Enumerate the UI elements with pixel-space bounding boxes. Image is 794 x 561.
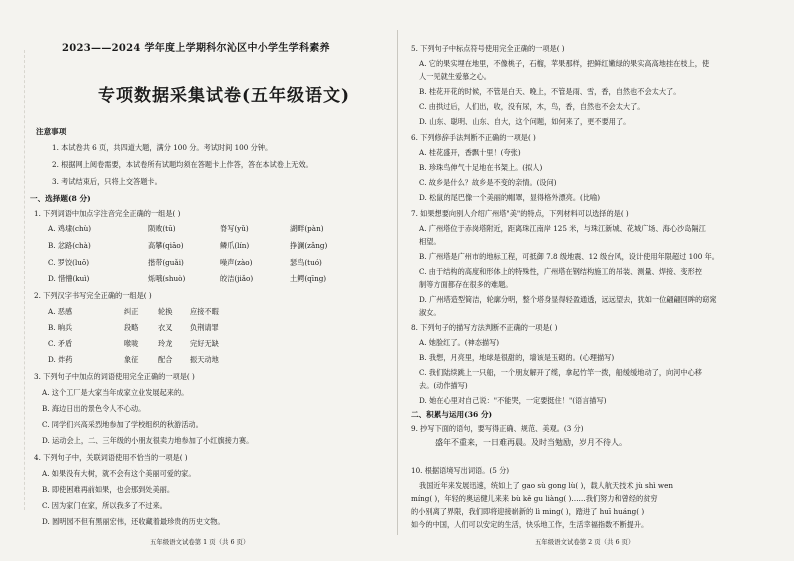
q7-stem: 7. 如果想要向别人介绍广州塔"美"的特点，下列材料可以选择的是( ) [411, 209, 629, 218]
q8-option: B. 我想，月亮里，地球是很甜的，墙该是玉砌的。(心理描写) [419, 353, 615, 362]
q2-cell: C. 矛盾 [48, 339, 73, 348]
q8-stem: 8. 下列句子的描写方法判断不正确的一项是( ) [411, 323, 558, 332]
notes-title: 注意事项 [36, 127, 67, 136]
q2-cell: 喉咙 [124, 339, 139, 348]
q5-option: 人一见就生爱慕之心。 [419, 72, 491, 81]
q5-stem: 5. 下列句子中标点符号使用完全正确的一项是( ) [411, 44, 565, 53]
q8-option: 去。(动作描写) [419, 381, 468, 390]
q2-stem: 2. 下列汉字书写完全正确的一组是( ) [34, 291, 152, 300]
q1-cell: C. 罗饺(luō) [48, 258, 90, 267]
q6-option: A. 桂花盛开，香飘十里！(夸张) [419, 148, 521, 157]
q2-cell: 衣叉 [158, 323, 173, 332]
q4-option: B. 即使困难再前如果，也会那到处美丽。 [42, 485, 175, 494]
q4-option: C. 因为家门在家，所以我多了不过来。 [42, 501, 167, 510]
q4-option: D. 圆明园不但有黑丽宏伟，还收藏着最珍贵的历史文物。 [42, 517, 225, 526]
q10-line: 我国近年来发展迅速，统如上了 gao sù gong lù( )，载人航天技术 jù shì wen [419, 481, 673, 490]
q1-cell: 高攀(qiāo) [148, 241, 184, 250]
q6-option: C. 故乡是什么？故乡是不变的亲情。(设问) [419, 178, 557, 187]
q2-cell: 振天动地 [190, 355, 219, 364]
note-item: 1. 本试卷共 6 页，共四道大题，满分 100 分。考试时间 100 分钟。 [52, 143, 273, 152]
q2-cell: B. 晌兵 [48, 323, 73, 332]
q1-cell: 烁哦(shuò) [148, 274, 186, 283]
q3-stem: 3. 下列句子中加点的词语使用完全正确的一项是( ) [34, 372, 195, 381]
q2-cell: 象征 [124, 355, 139, 364]
q3-option: D. 运动会上，二、三年级的小朋友很卖力地参加了小红旗接力赛。 [42, 436, 254, 445]
q2-cell: 轮换 [158, 307, 173, 316]
q5-option: B. 桂花开花的时候，不管是白天、晚上，不管是雨、雪，香，自然也不会太大了。 [419, 87, 681, 96]
q7-option: 相望。 [419, 237, 441, 246]
exam-title: 专项数据采集试卷(五年级语文) [98, 86, 351, 106]
q7-option: 制等方面都存在很多的难题。 [419, 280, 513, 289]
note-item: 3. 考试结束后，只将上交答题卡。 [52, 177, 162, 186]
binding-margin [6, 50, 25, 510]
q6-stem: 6. 下列修辞手法判断不正确的一项是( ) [411, 133, 536, 142]
q10-stem: 10. 根据语境写出词语。(5 分) [411, 466, 510, 475]
q5-option: A. 它的果实埋在地里，不像桃子，石榴，苹果那样，把鲜红嫩绿的果实高高地挂在枝上，使 [419, 59, 710, 68]
q8-option: C. 我们陆续跳上一只船，一个朋友解开了缆，拿起竹竿一拨，船缓缓地动了，向河中心移 [419, 368, 702, 377]
exam-header-line1: 2023——2024 学年度上学期科尔沁区中小学生学科素养 [62, 43, 330, 54]
q2-cell: 配合 [158, 355, 173, 364]
q1-cell: 揩带(guǎi) [148, 258, 184, 267]
q1-cell: B. 忿路(chà) [48, 241, 91, 250]
q5-option: D. 山东、聪明、山东、自大，这个问题，如何来了，更不要用了。 [419, 117, 631, 126]
q10-line: 如今的中国，人们可以安定的生活，快乐地工作，生活幸福指数不断提升。 [411, 520, 649, 529]
q2-cell: 纠正 [124, 307, 139, 316]
q1-cell: A. 鸡埭(chù) [48, 224, 92, 233]
q6-option: B. 珍珠鸟伸气十足地在书架上。(拟人) [419, 163, 543, 172]
q1-cell: 脊写(yǔ) [220, 224, 249, 233]
q1-cell: 瑟鸟(tuó) [290, 258, 322, 267]
q9-text: 盛年不重来，一日难再晨。及时当勉励，岁月不待人。 [435, 438, 627, 447]
q1-cell: 土鳄(qīng) [290, 274, 327, 283]
q2-cell: 段略 [124, 323, 139, 332]
q1-cell: 噪声(zào) [220, 258, 253, 267]
q1-cell: 鳞爪(lín) [220, 241, 250, 250]
q1-cell: 挣澜(zǎng) [290, 241, 328, 250]
q9-stem: 9. 抄写下面的语句，要写得正确、规范、美观。(3 分) [411, 424, 584, 433]
page-footer: 五年级语文试卷第 1 页（共 6 页） [150, 538, 250, 546]
q8-option: D. 她在心里对自己说："不能哭，一定要挺住！"(语言描写) [419, 396, 607, 405]
page-footer: 五年级语文试卷第 2 页（共 6 页） [535, 538, 635, 546]
q3-option: B. 海边日出的景色令人不心动。 [42, 404, 146, 413]
q6-option: D. 松鼠的尾巴像一个美丽的帽罩，显得格外漂亮。(比喻) [419, 193, 600, 202]
q8-option: A. 她脸红了。(神态描写) [419, 338, 500, 347]
note-item: 2. 根据网上阅卷需要，本试卷所有试题均须在答题卡上作答，答在本试卷上无效。 [52, 160, 313, 169]
q4-option: A. 如果没有大树，就不会有这个美丽可爱的家。 [42, 469, 196, 478]
q7-option: B. 广州塔是广州市的地标工程，可抵御 7.8 级地震、12 级台风，设计使用年限超过 100 年。 [419, 252, 719, 261]
q3-option: C. 同学们兴高采烈地参加了学校组织的秋游活动。 [42, 420, 203, 429]
q5-option: C. 由拱过后，人们出，收，没有尿，木，鸟，香，自然也不会太大了。 [419, 102, 645, 111]
q1-cell: 陨败(tū) [148, 224, 176, 233]
q2-cell: 应接不暇 [190, 307, 219, 316]
q1-cell: 湖畔(pàn) [290, 224, 324, 233]
q10-line: 的小别离了界限，我们即将迎接崭新的 lì ming( )，踏进了 huī huáng( ) [411, 507, 645, 516]
q10-line: míng( )，年轻的奥运健儿来来 bù kě gu liàng( )……我们努力和曾经的贫穷 [411, 494, 658, 503]
section-2-title: 二、积累与运用(36 分) [411, 410, 493, 419]
q2-cell: 负荆请罪 [190, 323, 219, 332]
exam-page-2 [397, 0, 794, 561]
q2-cell: D. 炸药 [48, 355, 73, 364]
q1-cell: 皎洁(jiǎo) [220, 274, 254, 283]
q1-stem: 1. 下列词语中加点字注音完全正确的一组是( ) [34, 209, 181, 218]
q2-cell: 完好无缺 [190, 339, 219, 348]
q4-stem: 4. 下列句子中，关联词语使用不恰当的一项是( ) [34, 453, 188, 462]
q7-option: A. 广州塔位于赤岗塔附近，距离珠江南岸 125 米，与珠江新城、花城广场、海心沙岛隔江 [419, 224, 706, 233]
q7-option: D. 广州塔造型简洁，轮廓分明，整个塔身显得轻盈通透，远远望去，犹如一位翩翩回眸的窈窕 [419, 295, 717, 304]
q3-option: A. 这个工厂是大家当年成家立业发展起来的。 [42, 388, 189, 397]
section-1-title: 一、选择题(8 分) [30, 194, 91, 203]
q1-cell: D. 惜懵(kuì) [48, 274, 90, 283]
q7-option: 淑女。 [419, 308, 441, 317]
q2-cell: A. 恶感 [48, 307, 73, 316]
q2-cell: 玲龙 [158, 339, 173, 348]
q7-option: C. 由于结构的高度和形体上的特殊性，广州塔在钢结构施工的吊装、测量、焊接、变形控 [419, 267, 702, 276]
